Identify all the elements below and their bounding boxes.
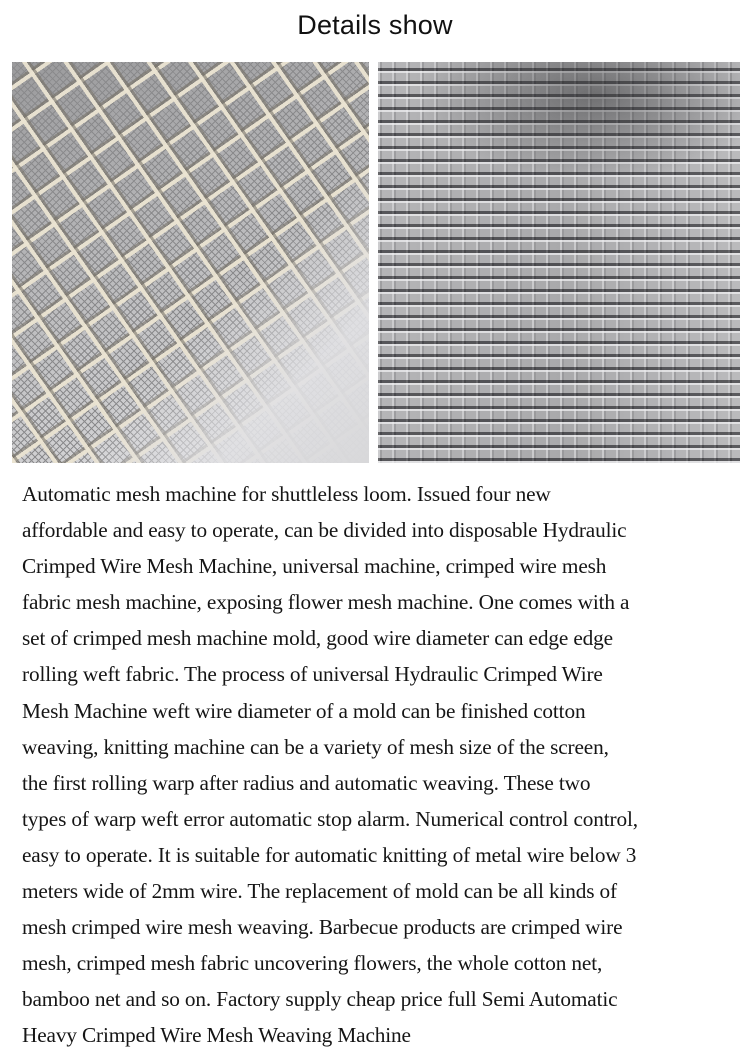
description-line: Automatic mesh machine for shuttleless loom. Issued four new bbox=[22, 482, 551, 506]
description-line: rolling weft fabric. The process of universal Hydraulic Crimped Wire bbox=[22, 662, 603, 687]
description-line: fabric mesh machine, exposing flower mesh machine. One comes with a bbox=[22, 590, 630, 615]
description-line: types of warp weft error automatic stop alarm. Numerical control control, bbox=[22, 806, 638, 831]
description-line: meters wide of 2mm wire. The replacement of mold can be all kinds of bbox=[22, 879, 617, 904]
description-line: affordable and easy to operate, can be divided into disposable Hydraulic bbox=[22, 518, 627, 543]
description-line: Crimped Wire Mesh Machine, universal machine, crimped wire mesh bbox=[22, 554, 607, 579]
description-line: mesh, crimped mesh fabric uncovering flowers, the whole cotton net, bbox=[22, 951, 603, 976]
section-title: Details show bbox=[297, 10, 453, 40]
mesh-closeup-image bbox=[12, 62, 369, 463]
description-line: weaving, knitting machine can be a variety of mesh size of the screen, bbox=[22, 734, 609, 759]
description-line: the first rolling warp after radius and automatic weaving. These two bbox=[22, 770, 591, 795]
description-line: easy to operate. It is suitable for automatic knitting of metal wire below 3 bbox=[22, 842, 637, 867]
mesh-roll-image bbox=[378, 62, 740, 463]
product-description bbox=[22, 476, 742, 1054]
description-line: mesh crimped wire mesh weaving. Barbecue products are crimped wire bbox=[22, 915, 623, 940]
description-line: Mesh Machine weft wire diameter of a mold can be finished cotton bbox=[22, 698, 586, 723]
description-line: bamboo net and so on. Factory supply cheap price full Semi Automatic bbox=[22, 987, 618, 1012]
description-line: set of crimped mesh machine mold, good wire diameter can edge edge bbox=[22, 626, 613, 651]
description-line: Heavy Crimped Wire Mesh Weaving Machine bbox=[22, 1023, 411, 1048]
